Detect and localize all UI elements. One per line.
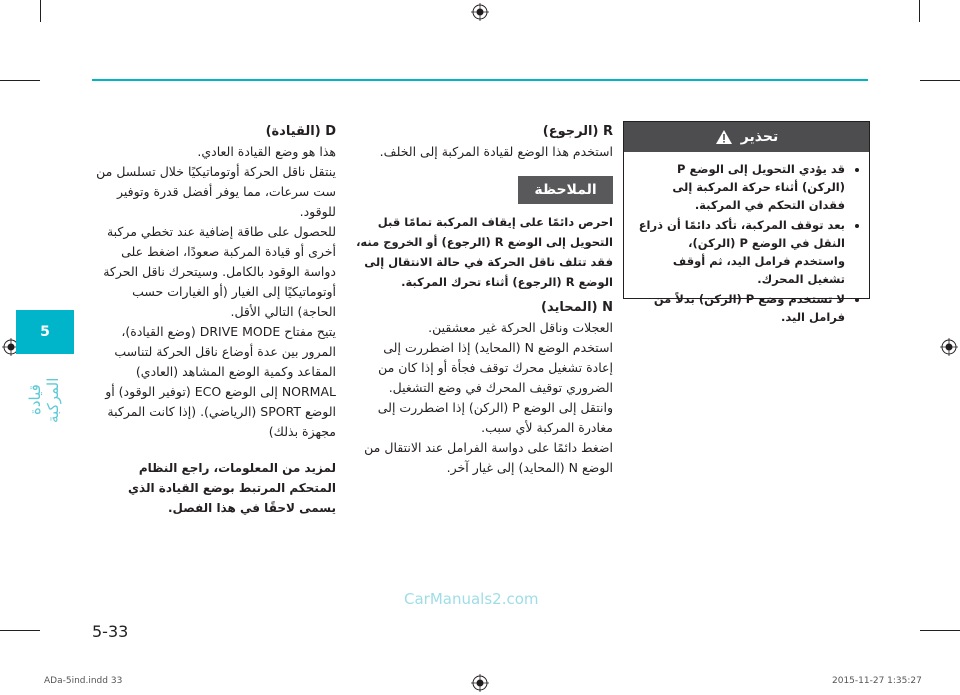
registration-mark-icon: [471, 674, 489, 692]
warning-item: • لا تستخدم وضع P (الركن) بدلاً من فرامل اليد.: [634, 290, 845, 326]
paragraph: ينتقل ناقل الحركة أوتوماتيكيًا خلال تسلسل من ست سرعات، مما يوفر أفضل قدرة وتوفير للوقود.: [96, 164, 336, 219]
paragraph: العجلات وناقل الحركة غير معشقين.: [428, 320, 613, 335]
page-number: 5-33: [92, 622, 129, 641]
warning-list: [634, 160, 859, 326]
neutral-heading: N (المحايد): [541, 300, 613, 315]
warning-item: • بعد توقف المركبة، تأكد دائمًا أن ذراع النقل في الوضع P (الركن)، واستخدم فرامل اليد، ثم أوقف تشغيل المحرك.: [634, 216, 845, 288]
warning-item: • قد يؤدي التحويل إلى الوضع P (الركن) أثناء حركة المركبة إلى فقدان التحكم في المركبة.: [634, 160, 845, 214]
note-banner: الملاحظة: [518, 176, 613, 204]
crop-mark: [0, 80, 40, 81]
registration-mark-icon: [471, 3, 489, 21]
warning-box: [623, 121, 870, 324]
drive-heading: D (القيادة): [265, 124, 336, 139]
warning-triangle-icon: [715, 129, 733, 145]
header-rule: [92, 79, 868, 81]
note-text: احرص دائمًا على إيقاف المركبة تمامًا قبل التحويل إلى الوضع R (الرجوع) أو الخروج منه، فقد تتلف ناقل الحركة في حالة الانتقال إلى الوضع R (الرجوع) أثناء تحرك المركبة.: [356, 215, 613, 289]
neutral-section: [355, 298, 613, 478]
paragraph: يتيح مفتاح DRIVE MODE (وضع القيادة)، المرور بين عدة أوضاع ناقل الحركة لتناسب المقاعد وكمية الوضع المشاهد (العادي) NORMAL إلى الوضع ECO (توفير الوقود) أو الوضع SPORT (الرياضي). (إذا كانت المركبة مجهزة بذلك): [105, 324, 336, 439]
paragraph: اضغط دائمًا على دواسة الفرامل عند الانتقال من الوضع N (المحايد) إلى غيار آخر.: [364, 440, 613, 475]
crop-mark: [920, 630, 960, 631]
reverse-heading: R (الرجوع): [542, 124, 613, 139]
file-info: ADa-5ind.indd 33: [44, 676, 123, 686]
chapter-title: قيادة المركبة: [26, 377, 62, 423]
watermark: CarManuals2.com: [404, 590, 539, 608]
crop-mark: [40, 0, 41, 22]
paragraph: استخدم الوضع N (المحايد) إذا اضطررت إلى إعادة تشغيل محرك توقف فجأة أو إذا كان من الضروري توقيف المحرك في وضع التشغيل. وانتقل إلى الوضع P (الركن) إذا اضطررت إلى مغادرة المركبة لأي سبب.: [377, 340, 613, 435]
crop-mark: [0, 630, 40, 631]
warning-header: [624, 122, 869, 152]
paragraph: هذا هو وضع القيادة العادي.: [197, 144, 336, 159]
crop-mark: [919, 0, 920, 22]
left-column: [92, 122, 336, 518]
warning-title: تحذير: [740, 129, 779, 145]
print-timestamp: 2015-11-27 1:35:27: [832, 676, 922, 686]
paragraph: استخدم هذا الوضع لقيادة المركبة إلى الخلف.: [379, 144, 613, 159]
paragraph: للحصول على طاقة إضافية عند تخطي مركبة أخرى أو قيادة المركبة صعودًا، اضغط على دواسة الوقود بالكامل. وسيتحرك ناقل الحركة أوتوماتيكيًا إلى الغيار (أو الغيارات حسب الحاجة) التالي الأقل.: [103, 224, 336, 319]
right-column: [355, 122, 613, 162]
registration-mark-icon: [940, 338, 958, 356]
crop-mark: [920, 80, 960, 81]
drive-mode-note: لمزيد من المعلومات، راجع النظام المتحكم المرتبط بوضع القيادة الذي يسمى لاحقًا في هذا الفصل.: [128, 461, 336, 515]
chapter-tab: 5: [16, 310, 74, 354]
